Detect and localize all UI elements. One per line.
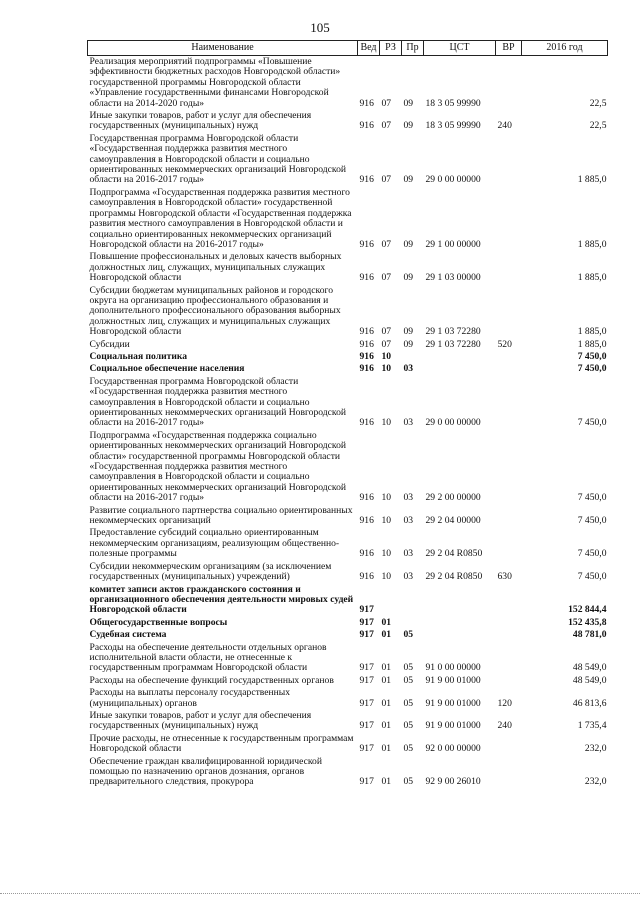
row-name: комитет записи актов гражданского состояния и организационного обеспечения деятельности мировых судей Новгородской области — [89, 583, 354, 616]
budget-table — [87, 40, 608, 789]
table-row — [88, 710, 608, 733]
row-rz: 10 — [381, 492, 392, 504]
row-pr: 05 — [403, 674, 414, 686]
row-rz: 01 — [381, 776, 392, 788]
row-vr — [496, 430, 522, 505]
row-cst: 29 1 03 72280 — [425, 326, 481, 338]
row-cst: 29 1 03 00000 — [425, 272, 481, 284]
column-header-name: Наименование — [88, 41, 358, 56]
row-cst: 29 0 00 00000 — [425, 417, 481, 429]
row-pr: 03 — [403, 492, 414, 504]
row-name: Подпрограмма «Государственная поддержка развития местного самоуправления в Новгородской области» государственной программы Новгородской области «Государственная поддержка развития местного самоуправления в Новгородской области и социально ориентированных некоммерческих организаций Новгородской области на 2016-2017 годы» — [89, 186, 352, 250]
table-row — [88, 733, 608, 756]
row-vr: 520 — [497, 338, 512, 350]
row-name: Предоставление субсидий социально ориентированным некоммерческим организациям, реализующим общественно-полезные программы — [89, 527, 340, 560]
row-rz: 01 — [381, 629, 392, 641]
row-cst — [424, 363, 496, 375]
table-row — [88, 133, 608, 187]
row-cst — [424, 351, 496, 363]
row-cst: 91 0 00 00000 — [425, 662, 481, 674]
row-pr: 09 — [403, 238, 414, 250]
row-ved: 916 — [359, 120, 374, 132]
row-pr — [402, 584, 424, 617]
row-vr — [496, 505, 522, 528]
row-ved: 916 — [359, 548, 374, 560]
row-pr: 09 — [403, 174, 414, 186]
row-name: Социальное обеспечение населения — [89, 363, 245, 375]
row-pr: 03 — [403, 417, 414, 429]
row-rz: 01 — [381, 720, 392, 732]
table-row — [88, 285, 608, 339]
row-vr — [496, 527, 522, 560]
row-pr: 05 — [403, 629, 414, 641]
table-row — [88, 351, 608, 363]
row-pr: 05 — [403, 697, 414, 709]
table-header-row — [88, 41, 608, 56]
row-ved: 917 — [359, 662, 374, 674]
row-ved: 916 — [359, 338, 374, 350]
row-cst: 18 3 05 99990 — [425, 120, 481, 132]
column-header-ved: Вед — [358, 41, 380, 56]
row-sum: 1 885,0 — [577, 238, 607, 250]
row-cst: 91 9 00 01000 — [425, 720, 481, 732]
row-rz: 10 — [381, 548, 392, 560]
table-row — [88, 251, 608, 284]
row-rz: 01 — [381, 674, 392, 686]
table-row — [88, 756, 608, 789]
row-name: Социальная политика — [89, 350, 188, 362]
row-pr: 05 — [403, 776, 414, 788]
row-ved: 916 — [359, 326, 374, 338]
table-row — [88, 617, 608, 629]
column-header-sum: 2016 год — [522, 41, 608, 56]
row-rz: 07 — [381, 174, 392, 186]
row-name: Иные закупки товаров, работ и услуг для обеспечения государственных (муниципальных) нужд — [89, 709, 312, 732]
row-sum: 152 844,4 — [568, 604, 607, 616]
row-ved: 917 — [359, 629, 374, 641]
table-row — [88, 110, 608, 133]
row-name: Расходы на выплаты персоналу государственных (муниципальных) органов — [89, 687, 291, 709]
row-name: Развитие социального партнерства социально ориентированных некоммерческих организаций — [89, 504, 353, 527]
table-body — [88, 56, 608, 789]
row-vr — [496, 351, 522, 363]
row-ved: 916 — [359, 417, 374, 429]
scan-edge-divider — [0, 893, 640, 897]
table-row — [88, 187, 608, 251]
row-pr: 09 — [403, 326, 414, 338]
row-cst: 29 1 00 00000 — [425, 238, 481, 250]
row-ved: 916 — [359, 272, 374, 284]
row-rz: 01 — [381, 662, 392, 674]
row-vr: 240 — [497, 120, 512, 132]
row-vr: 630 — [497, 571, 512, 583]
row-sum: 232,0 — [584, 743, 607, 755]
table-row — [88, 430, 608, 505]
column-header-vr: ВР — [496, 41, 522, 56]
row-sum: 1 885,0 — [577, 326, 607, 338]
row-name: Повышение профессиональных и деловых качеств выборных должностных лиц, служащих, муниципальных служащих Новгородской области — [89, 251, 342, 284]
row-name: Прочие расходы, не отнесенные к государственным программам Новгородской области — [89, 732, 354, 755]
page-number: 105 — [310, 20, 330, 35]
row-sum: 46 813,6 — [572, 697, 607, 709]
row-pr — [402, 351, 424, 363]
table-row — [88, 687, 608, 710]
row-vr — [496, 133, 522, 187]
row-pr: 09 — [403, 338, 414, 350]
row-ved: 916 — [359, 350, 374, 362]
row-sum: 1 735,4 — [577, 720, 607, 732]
row-vr — [496, 56, 522, 111]
row-rz: 01 — [381, 697, 392, 709]
row-rz: 01 — [381, 616, 392, 628]
row-rz: 10 — [381, 571, 392, 583]
table-row — [88, 339, 608, 351]
table-row — [88, 527, 608, 560]
row-sum: 152 435,8 — [568, 616, 607, 628]
table-row — [88, 505, 608, 528]
row-sum: 48 781,0 — [572, 629, 607, 641]
row-vr — [496, 642, 522, 675]
row-pr: 03 — [403, 548, 414, 560]
row-pr: 03 — [403, 515, 414, 527]
row-sum: 7 450,0 — [577, 548, 607, 560]
row-sum: 1 885,0 — [577, 272, 607, 284]
row-sum: 7 450,0 — [577, 571, 607, 583]
row-sum: 48 549,0 — [572, 674, 607, 686]
row-name: Расходы на обеспечение деятельности отдельных органов исполнительной власти области, не отнесенные к государственным программам Новгородской области — [89, 641, 327, 674]
row-pr: 03 — [403, 571, 414, 583]
row-sum: 48 549,0 — [572, 662, 607, 674]
row-rz: 07 — [381, 326, 392, 338]
column-header-cst: ЦСТ — [424, 41, 496, 56]
row-cst — [424, 584, 496, 617]
row-ved: 916 — [359, 97, 374, 109]
row-name: Подпрограмма «Государственная поддержка социально ориентированных некоммерческих организаций Новгородской области» государственной программы Новгородской области «Государственная поддержка развития местного самоуправления в Новгородской области и социально ориентированных некоммерческих организаций Новгородской области на 2016-2017 годы» — [89, 429, 347, 504]
row-rz: 07 — [381, 338, 392, 350]
row-name: Реализация мероприятий подпрограммы «Повышение эффективности бюджетных расходов Новгородской области» государственной программы Новгородской области «Управление государственными финансами Новгородской области на 2014-2020 годы» — [89, 56, 341, 109]
row-sum: 232,0 — [584, 776, 607, 788]
row-vr — [496, 617, 522, 629]
row-cst: 91 9 00 01000 — [425, 697, 481, 709]
row-pr: 09 — [403, 120, 414, 132]
row-ved: 917 — [359, 604, 374, 616]
row-rz: 10 — [381, 417, 392, 429]
row-sum: 7 450,0 — [577, 350, 607, 362]
row-cst: 29 2 04 00000 — [425, 515, 481, 527]
row-rz: 07 — [381, 238, 392, 250]
row-name: Расходы на обеспечение функций государственных органов — [89, 674, 334, 686]
row-vr — [496, 363, 522, 375]
row-rz: 07 — [381, 272, 392, 284]
row-pr: 05 — [403, 743, 414, 755]
row-sum: 7 450,0 — [577, 492, 607, 504]
row-ved: 917 — [359, 697, 374, 709]
row-sum: 1 885,0 — [577, 174, 607, 186]
row-vr — [496, 187, 522, 251]
row-cst: 92 9 00 26010 — [425, 776, 481, 788]
row-sum: 1 885,0 — [577, 338, 607, 350]
row-rz: 07 — [381, 97, 392, 109]
row-vr — [496, 756, 522, 789]
row-cst: 29 2 04 R0850 — [425, 571, 483, 583]
row-name: Обеспечение граждан квалифицированной юридической помощью по назначению органов дознания, органов предварительного следствия, прокурора — [89, 755, 322, 788]
row-vr: 120 — [497, 697, 512, 709]
row-pr — [402, 617, 424, 629]
row-sum: 7 450,0 — [577, 363, 607, 375]
row-sum: 7 450,0 — [577, 515, 607, 527]
table-row — [88, 376, 608, 430]
row-sum: 22,5 — [589, 97, 607, 109]
table-row — [88, 363, 608, 375]
row-vr — [496, 584, 522, 617]
row-rz: 10 — [381, 350, 392, 362]
row-cst — [424, 629, 496, 641]
row-pr: 09 — [403, 97, 414, 109]
row-cst: 29 2 00 00000 — [425, 492, 481, 504]
row-name: Субсидии бюджетам муниципальных районов и городского округа на организацию профессионального образования и дополнительного профессионального образования выборных должностных лиц, служащих и муниципальных служащих Новгородской области — [89, 284, 341, 338]
row-name: Субсидии — [89, 338, 130, 350]
row-rz: 10 — [381, 363, 392, 375]
row-rz: 10 — [381, 515, 392, 527]
row-cst: 29 1 03 72280 — [425, 338, 481, 350]
row-vr: 240 — [497, 720, 512, 732]
row-vr — [496, 285, 522, 339]
row-rz — [380, 584, 402, 617]
row-ved: 916 — [359, 363, 374, 375]
column-header-rz: РЗ — [380, 41, 402, 56]
table-row — [88, 675, 608, 687]
row-ved: 916 — [359, 174, 374, 186]
row-ved: 916 — [359, 238, 374, 250]
row-cst: 29 2 04 R0850 — [425, 548, 483, 560]
row-cst: 29 0 00 00000 — [425, 174, 481, 186]
table-row — [88, 56, 608, 111]
row-name: Государственная программа Новгородской области «Государственная поддержка развития местного самоуправления в Новгородской области и социально ориентированных некоммерческих организаций Новгородской области на 2016-2017 годы» — [89, 132, 347, 186]
row-cst: 92 0 00 00000 — [425, 743, 481, 755]
row-cst: 18 3 05 99990 — [425, 97, 481, 109]
row-vr — [496, 675, 522, 687]
row-name: Судебная система — [89, 629, 167, 641]
row-vr — [496, 629, 522, 641]
row-name: Иные закупки товаров, работ и услуг для обеспечения государственных (муниципальных) нужд — [89, 110, 312, 132]
table-row — [88, 561, 608, 584]
row-cst — [424, 617, 496, 629]
row-ved: 916 — [359, 571, 374, 583]
row-ved: 917 — [359, 776, 374, 788]
row-ved: 916 — [359, 515, 374, 527]
table-row — [88, 642, 608, 675]
row-ved: 917 — [359, 743, 374, 755]
row-rz: 07 — [381, 120, 392, 132]
row-vr — [496, 376, 522, 430]
row-ved: 917 — [359, 720, 374, 732]
row-sum: 22,5 — [589, 120, 607, 132]
row-pr: 05 — [403, 662, 414, 674]
row-name: Общегосударственные вопросы — [89, 616, 228, 628]
table-row — [88, 629, 608, 641]
row-name: Государственная программа Новгородской области «Государственная поддержка развития местного самоуправления в Новгородской области и социально ориентированных некоммерческих организаций Новгородской области на 2016-2017 годы» — [89, 375, 347, 429]
row-ved: 917 — [359, 616, 374, 628]
row-vr — [496, 733, 522, 756]
row-pr: 05 — [403, 720, 414, 732]
column-header-pr: Пр — [402, 41, 424, 56]
row-name: Субсидии некоммерческим организациям (за исключением государственных (муниципальных) учреждений) — [89, 560, 332, 583]
table-row — [88, 584, 608, 617]
row-vr — [496, 251, 522, 284]
row-pr: 03 — [403, 363, 414, 375]
row-ved: 917 — [359, 674, 374, 686]
row-sum: 7 450,0 — [577, 417, 607, 429]
row-pr: 09 — [403, 272, 414, 284]
row-rz: 01 — [381, 743, 392, 755]
row-ved: 916 — [359, 492, 374, 504]
row-cst: 91 9 00 01000 — [425, 674, 481, 686]
